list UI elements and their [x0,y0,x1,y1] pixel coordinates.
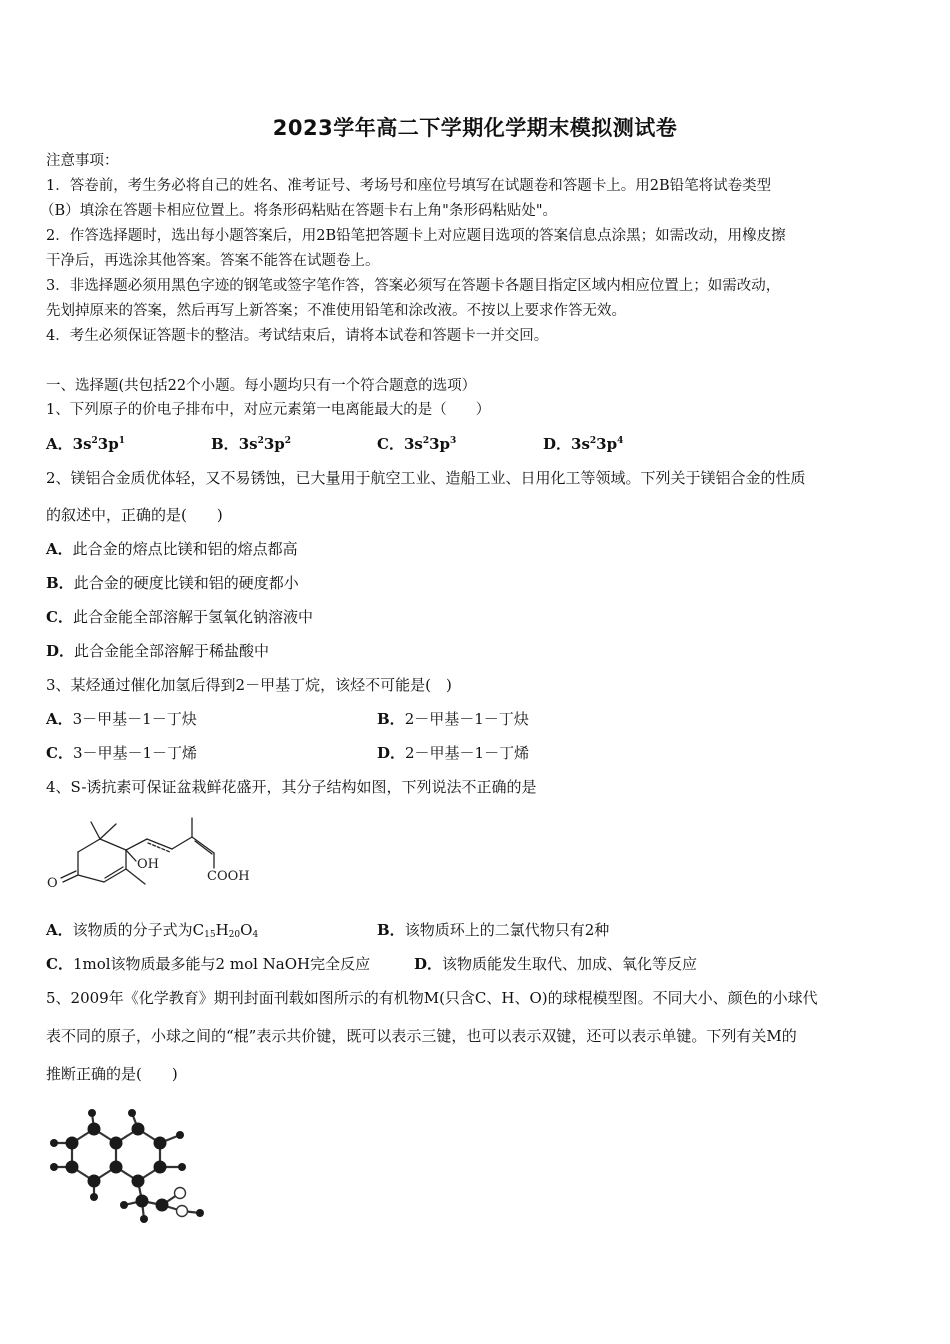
notice-line: 干净后，再选涂其他答案。答案不能答在试题卷上。 [46,253,380,269]
s-abscisic-acid-structure [44,812,274,898]
q2-option-b: B．此合金的硬度比镁和铝的硬度都小 [46,574,299,592]
q3-option-b: B．2－甲基－1－丁炔 [377,710,529,728]
q1-option-c: C．$3s^23p^3$ [377,435,457,453]
q4-option-d: D．该物质能发生取代、加成、氧化等反应 [414,955,698,973]
question-5-stem-cont: 推断正确的是( ) [46,1065,178,1083]
q2-option-c: C．此合金能全部溶解于氢氧化钠溶液中 [46,608,313,626]
cooh-label: COOH [207,869,250,884]
q2-option-d: D．此合金能全部溶解于稀盐酸中 [46,642,270,660]
ball-and-stick-model [44,1105,214,1230]
q2-option-a: A．此合金的熔点比镁和铝的熔点都高 [46,540,298,558]
question-2-stem: 2、镁铝合金质优体轻，又不易锈蚀，已大量用于航空工业、造船工业、日用化工等领域。下列关于镁铝合金的性质 [46,469,806,487]
section-heading: 一、选择题(共包括22个小题。每小题均只有一个符合题意的选项） [46,378,477,394]
page-title: 2023学年高二下学期化学期末模拟测试卷 [272,116,678,140]
q1-option-a: A．$3s^23p^1$ [46,435,125,453]
notice-line: （B）填涂在答题卡相应位置上。将条形码粘贴在答题卡右上角"条形码粘贴处"。 [40,203,557,219]
notice-line: 2．作答选择题时，选出每小题答案后，用2B铅笔把答题卡上对应题目选项的答案信息点涂黑；如需改动，用橡皮擦 [46,228,786,244]
q4-option-a: A．该物质的分子式为$C_{15}H_{20}O_4$ [46,921,259,940]
notice-heading: 注意事项： [46,153,119,169]
q3-option-d: D．2－甲基－1－丁烯 [377,744,530,762]
q3-option-a: A．3－甲基－1－丁炔 [46,710,197,728]
q4-option-b: B．该物质环上的二氯代物只有2种 [377,921,610,939]
notice-line: 3．非选择题必须用黑色字迹的钢笔或签字笔作答，答案必须写在答题卡各题目指定区域内相应位置上；如需改动， [46,278,781,294]
question-5-stem: 5、2009年《化学教育》期刊封面刊载如图所示的有机物M(只含C、H、O)的球棍模型图。不同大小、颜色的小球代 [46,989,818,1007]
q1-option-d: D．$3s^23p^4$ [543,435,624,453]
question-1-stem: 1、下列原子的价电子排布中，对应元素第一电离能最大的是（ ） [46,402,491,418]
question-3-stem: 3、某烃通过催化加氢后得到2－甲基丁烷，该烃不可能是( ) [46,676,452,694]
question-5-stem-cont: 表不同的原子，小球之间的“棍”表示共价键，既可以表示三键，也可以表示双键，还可以表示单键。下列有关M的 [46,1027,797,1045]
q3-option-c: C．3－甲基－1－丁烯 [46,744,198,762]
oh-label: OH [137,857,159,872]
carbonyl-o-label: O [47,876,58,891]
question-2-stem-cont: 的叙述中，正确的是( ) [46,506,223,524]
q4-option-c: C．1mol该物质最多能与2 mol NaOH完全反应 [46,955,371,973]
question-4-stem: 4、S-诱抗素可保证盆栽鲜花盛开，其分子结构如图，下列说法不正确的是 [46,778,537,796]
notice-line: 1．答卷前，考生务必将自己的姓名、准考证号、考场号和座位号填写在试题卷和答题卡上。用2B铅笔将试卷类型 [46,178,772,194]
notice-line: 4．考生必须保证答题卡的整洁。考试结束后，请将本试卷和答题卡一并交回。 [46,328,549,344]
notice-line: 先划掉原来的答案，然后再写上新答案；不准使用铅笔和涂改液。不按以上要求作答无效。 [46,303,626,319]
q1-option-b: B．$3s^23p^2$ [211,435,292,453]
